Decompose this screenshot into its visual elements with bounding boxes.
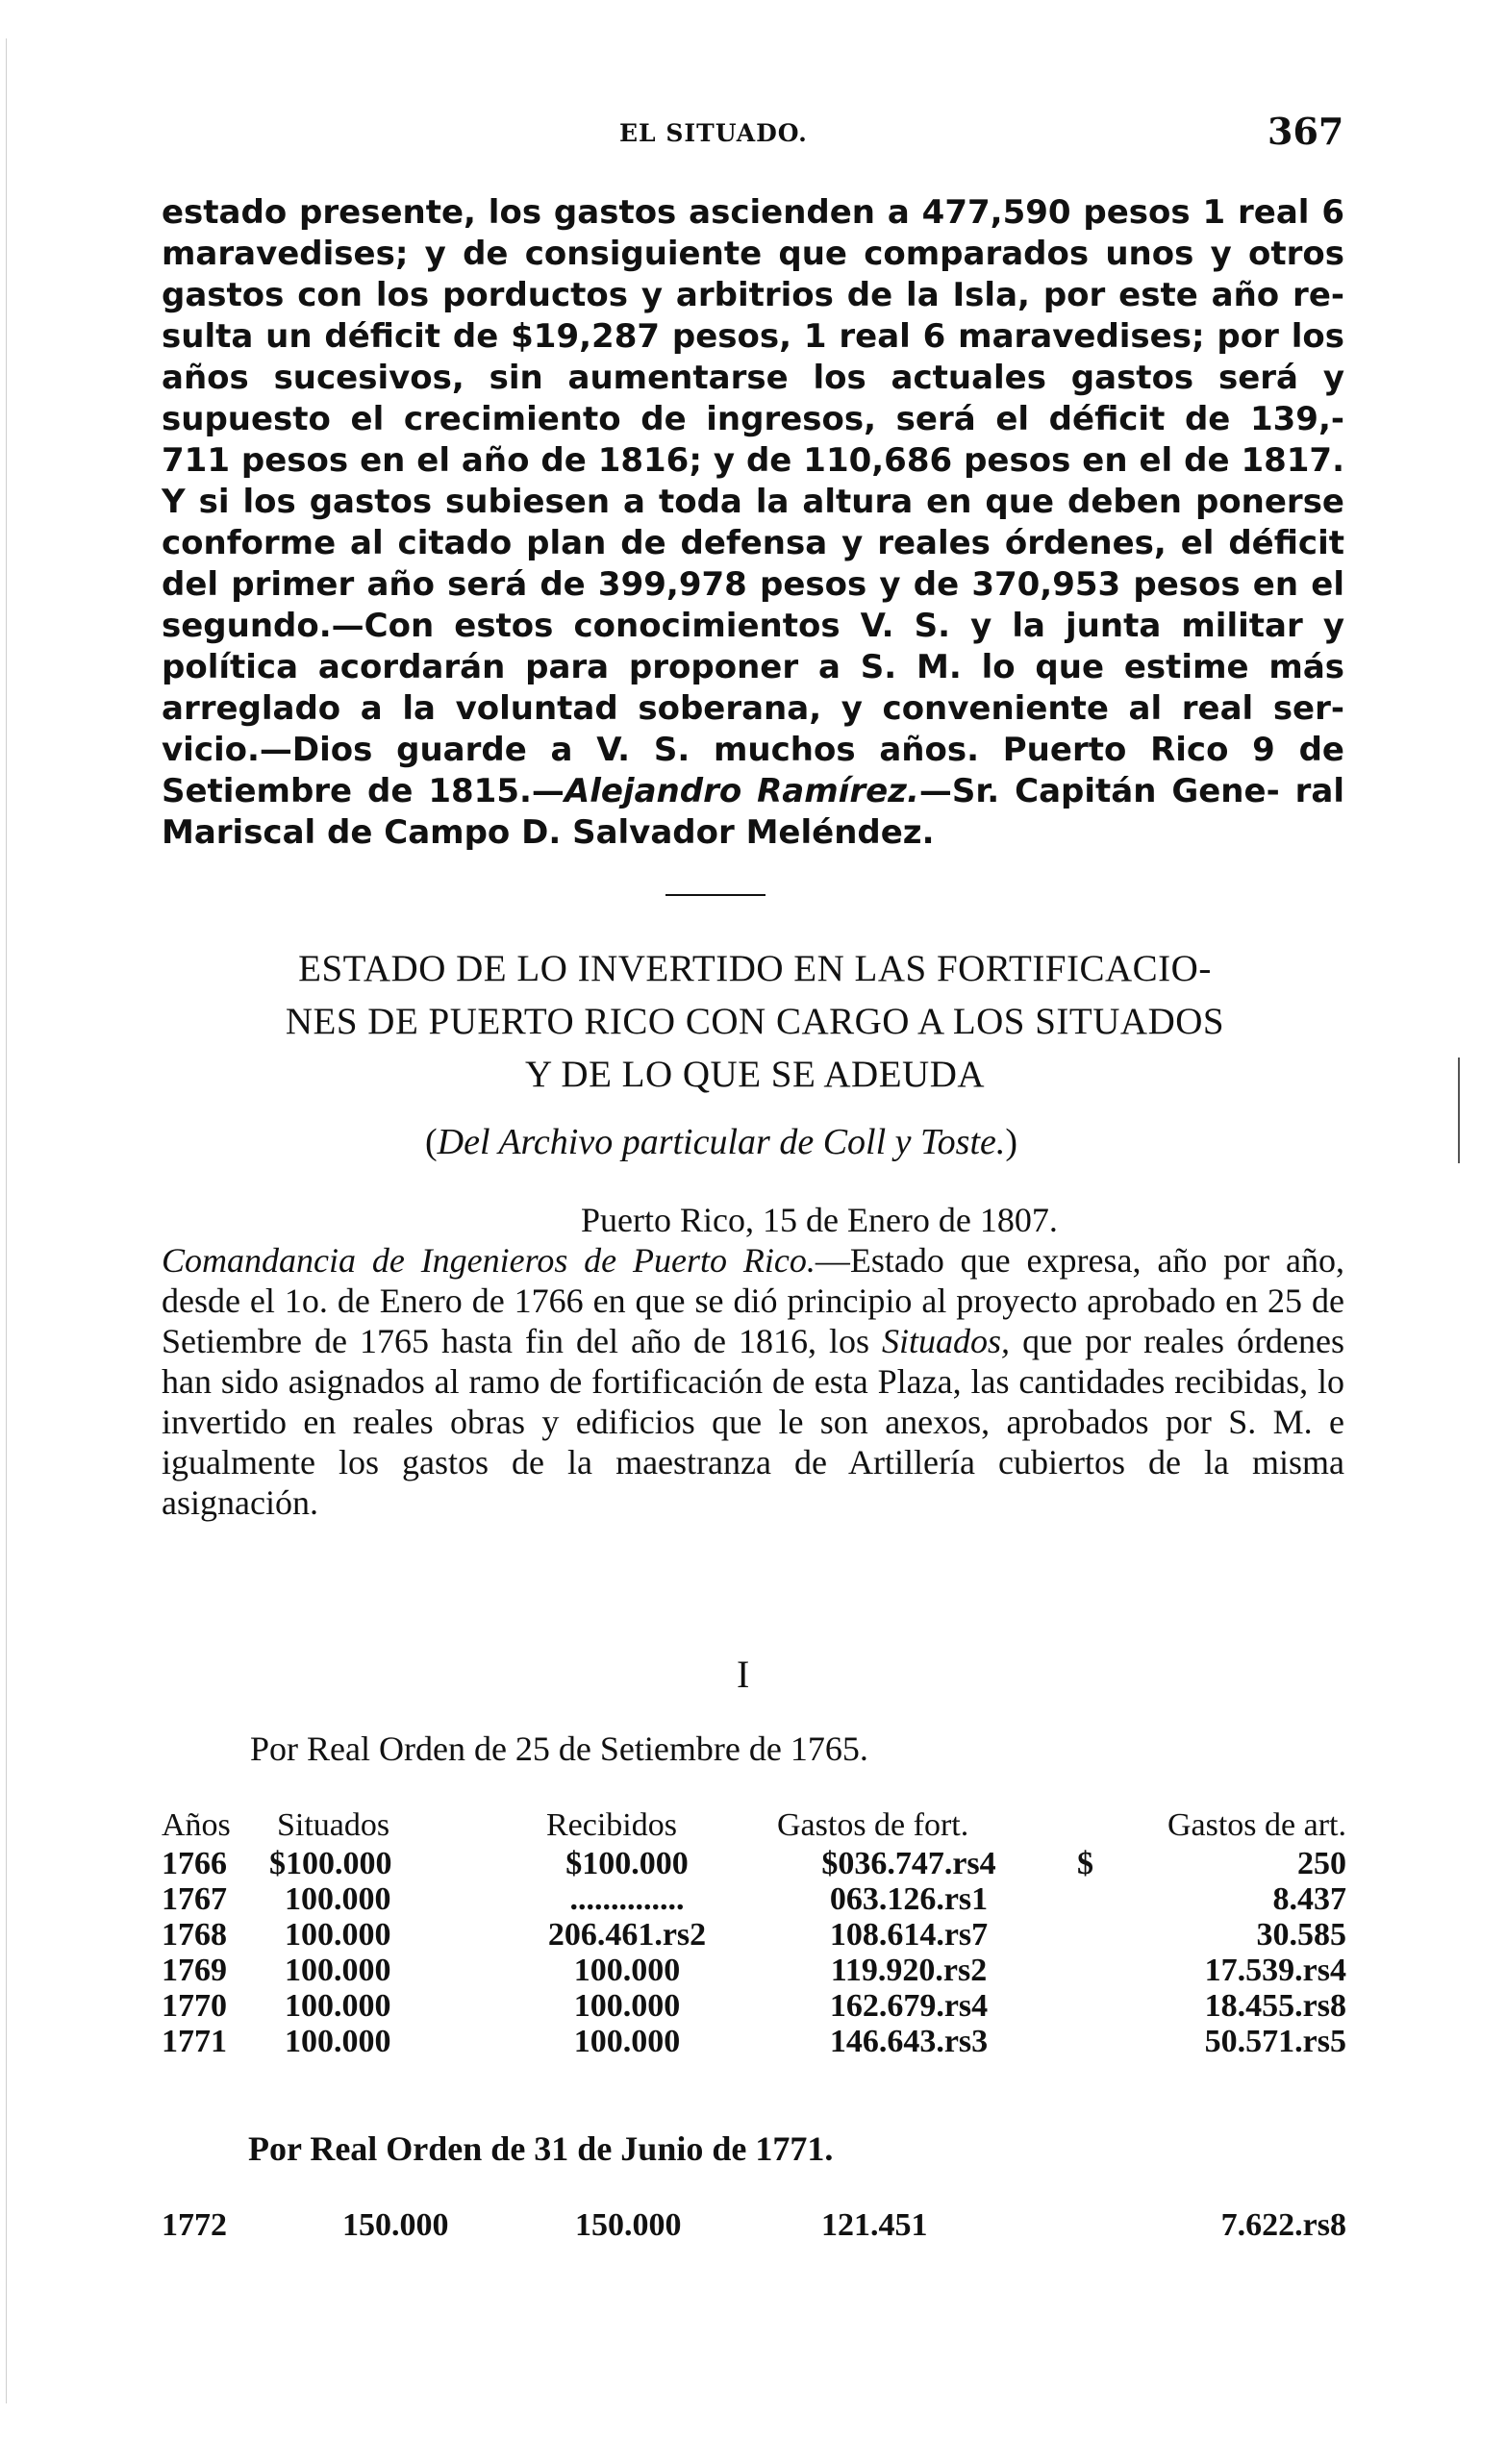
table-row: 1770 100.000 100.000 162.679.rs4 18.455.rs8 [162, 1988, 1346, 2024]
table-row-1772: 1772 150.000 150.000 121.451 7.622.rs8 [162, 2207, 1346, 2243]
roman-numeral: I [737, 1653, 750, 1696]
header-gastos-fort: Gastos de fort. [777, 1807, 969, 1843]
royal-order-heading-2: Por Real Orden de 31 de Junio de 1771. [248, 2129, 834, 2168]
intro-paragraph: estado presente, los gastos ascienden a 477,590 pesos 1 real 6 maravedises; y de consiguiente que comparados unos y otros gastos con los porductos y arbitrios de la Isla, por este año re- sulta un déficit de $19,287 pesos, 1 real 6 maravedises; por los años sucesivos, sin aumentarse los actuales gastos será y supuesto el crecimiento de ingresos, será el déficit de 139,- 711 pesos en el año de 1816; y de 110,686 pesos en el de 1817. Y si los gastos subiesen a toda la altura en que deben ponerse conforme al citado plan de defensa y reales órdenes, el déficit del primer año será de 399,978 pesos y de 370,953 pesos en el segundo.—Con estos conocimientos V. S. y la junta militar y política acordarán para proponer a S. M. lo que estime más arreglado a la voluntad soberana, y conveniente al real ser- vicio.—Dios guarde a V. S. muchos años. Puerto Rico 9 de Setiembre de 1815.—Alejandro Ramírez.—Sr. Capitán Gene- ral Mariscal de Campo D. Salvador Meléndez. [162, 193, 1344, 852]
table-row: 1771 100.000 100.000 146.643.rs3 50.571.rs5 [162, 2024, 1346, 2059]
table-header-row [162, 1807, 1346, 1846]
running-header: EL SITUADO. [619, 119, 808, 147]
source-attribution: (Del Archivo particular de Coll y Toste.) [425, 1122, 1018, 1162]
royal-order-heading: Por Real Orden de 25 de Setiembre de 1765. [250, 1730, 868, 1768]
scan-margin-mark [1458, 1058, 1460, 1163]
header-gastos-art: Gastos de art. [1167, 1807, 1346, 1843]
section-heading: ESTADO DE LO INVERTIDO EN LAS FORTIFICACIO- NES DE PUERTO RICO CON CARGO A LOS SITUADOS Y DE LO QUE SE ADEUDA [285, 948, 1225, 1095]
header-recibidos: Recibidos [546, 1807, 677, 1843]
table-row: 1769 100.000 100.000 119.920.rs2 17.539.rs4 [162, 1953, 1346, 1988]
page-number: 367 [1268, 110, 1344, 153]
table-row: 1767 100.000 .............. 063.126.rs1 8.437 [162, 1881, 1346, 1917]
situados-table [162, 1807, 1346, 2059]
scan-margin-line [6, 38, 7, 2403]
table-row: 1768 100.000 206.461.rs2 108.614.rs7 30.585 [162, 1917, 1346, 1953]
section-divider [665, 894, 766, 896]
header-year: Años [162, 1807, 231, 1843]
table-row: 1766 $100.000 $100.000 $036.747.rs4 $ 250 [162, 1846, 1346, 1881]
dateline: Puerto Rico, 15 de Enero de 1807. [581, 1201, 1058, 1239]
body-paragraph: Comandancia de Ingenieros de Puerto Rico.—Estado que expresa, año por año, desde el 1o. de Enero de 1766 en que se dió principio al proyecto aprobado en 25 de Setiembre de 1765 hasta fin del año de 1816, los Situados, que por reales órdenes han sido asignados al ramo de fortificación de esta Plaza, las cantidades recibidas, lo invertido en reales obras y edificios que le son anexos, aprobados por S. M. e igualmente los gastos de la maestranza de Artillería cubiertos de la misma asignación. [162, 1241, 1345, 1522]
header-situados: Situados [277, 1807, 390, 1843]
